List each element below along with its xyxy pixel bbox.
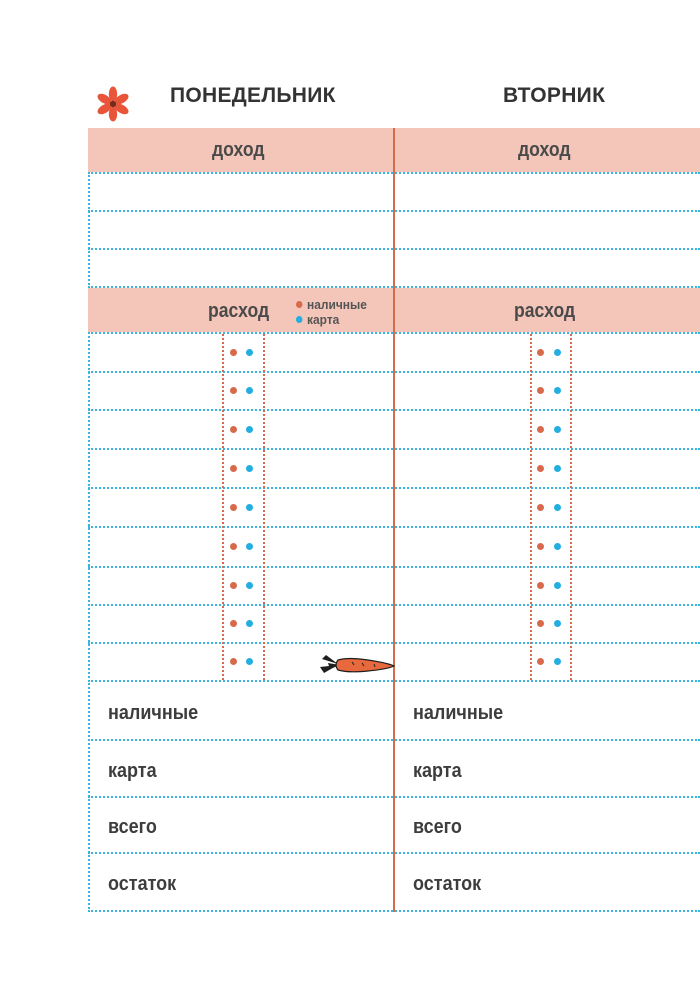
summary-cash-tuesday: наличные [413,702,504,724]
card-dot-icon [554,504,561,511]
cash-dot-icon [537,426,544,433]
card-dot-icon [554,465,561,472]
income-label-monday: доход [212,139,265,161]
left-border [88,680,90,912]
day-title-monday: ПОНЕДЕЛЬНИК [170,84,336,107]
summary-card-tuesday: карта [413,760,462,782]
payment-column-border [570,334,572,680]
expense-label-monday: расход [208,300,270,322]
card-dot-icon [554,349,561,356]
income-label-tuesday: доход [518,139,571,161]
summary-total-tuesday: всего [413,816,462,838]
cash-dot-icon [296,301,302,308]
card-dot-icon [246,658,253,665]
cash-dot-icon [537,349,544,356]
day-title-tuesday: ВТОРНИК [503,84,606,107]
card-dot-icon [246,620,253,627]
cash-dot-icon [537,658,544,665]
card-dot-icon [296,316,302,323]
cash-dot-icon [230,582,237,589]
cash-dot-icon [230,658,237,665]
carrot-icon [318,651,396,679]
card-dot-icon [554,543,561,550]
card-dot-icon [246,582,253,589]
card-dot-icon [246,349,253,356]
payment-column-border [222,334,224,680]
payment-column-border [263,334,265,680]
cash-dot-icon [537,582,544,589]
card-dot-icon [246,465,253,472]
summary-balance-tuesday: остаток [413,873,482,895]
summary-card-monday: карта [108,760,157,782]
cash-dot-icon [230,465,237,472]
legend-card-label: карта [307,312,340,327]
flower-icon [95,86,131,122]
cash-dot-icon [230,504,237,511]
cash-dot-icon [230,387,237,394]
cash-dot-icon [537,543,544,550]
cash-dot-icon [230,543,237,550]
card-dot-icon [246,504,253,511]
cash-dot-icon [230,620,237,627]
expense-label-tuesday: расход [514,300,576,322]
card-dot-icon [554,620,561,627]
cash-dot-icon [230,349,237,356]
payment-column-border [530,334,532,680]
left-border [88,332,90,682]
column-divider [393,128,395,912]
card-dot-icon [554,387,561,394]
summary-balance-monday: остаток [108,873,177,895]
card-dot-icon [554,658,561,665]
left-border [88,172,90,288]
legend-cash-label: наличные [307,297,367,312]
payment-legend [296,297,373,327]
cash-dot-icon [537,620,544,627]
cash-dot-icon [537,504,544,511]
legend-cash [296,297,367,312]
cash-dot-icon [230,426,237,433]
summary-cash-monday: наличные [108,702,199,724]
card-dot-icon [246,543,253,550]
summary-total-monday: всего [108,816,157,838]
legend-card [296,312,367,327]
card-dot-icon [246,426,253,433]
cash-dot-icon [537,387,544,394]
card-dot-icon [554,426,561,433]
card-dot-icon [246,387,253,394]
cash-dot-icon [537,465,544,472]
card-dot-icon [554,582,561,589]
